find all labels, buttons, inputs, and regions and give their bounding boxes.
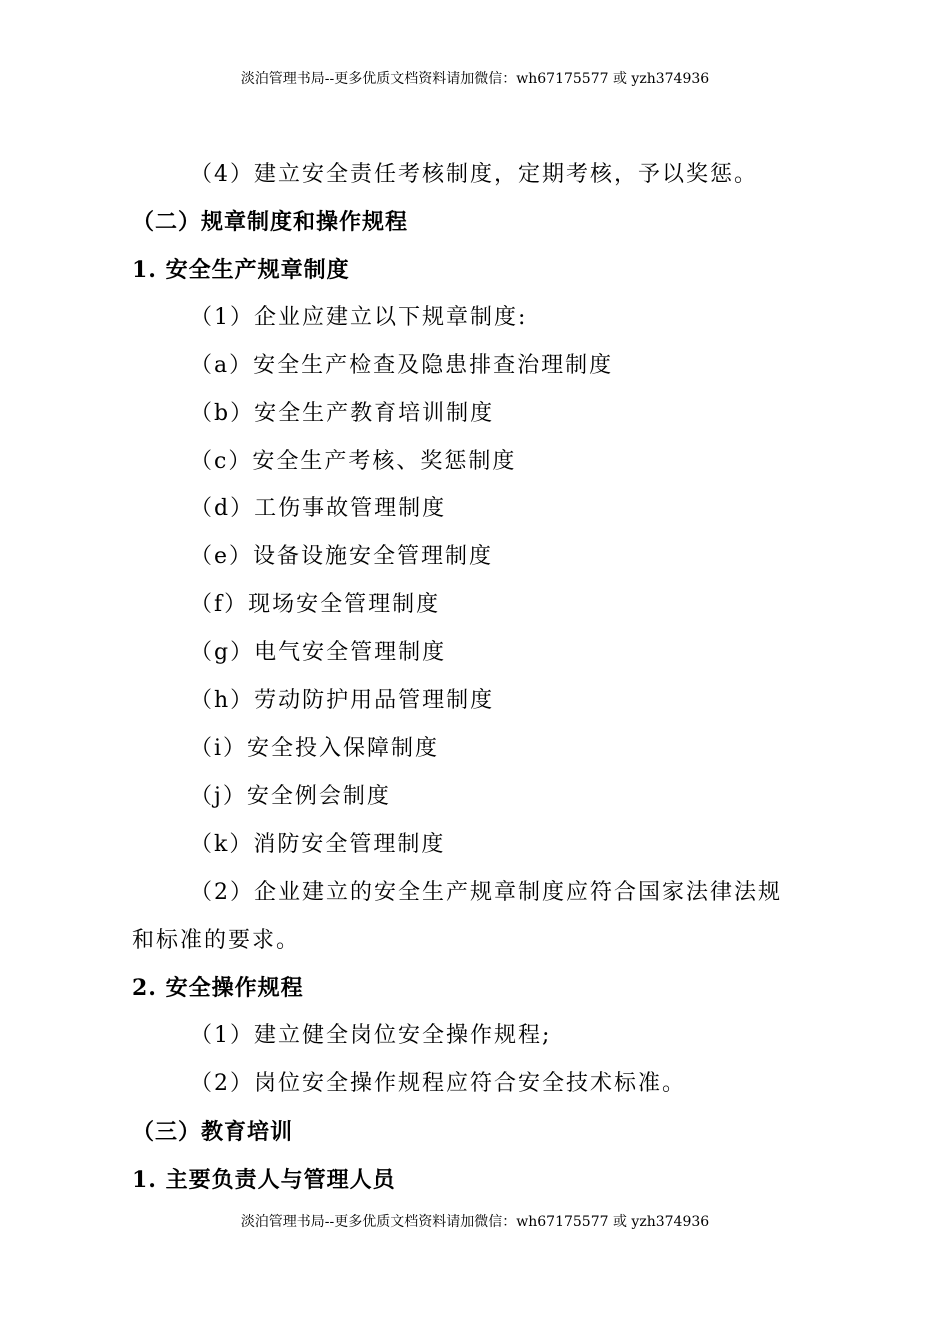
list-item: （j）安全例会制度 — [190, 784, 391, 809]
list-item: （b）安全生产教育培训制度 — [190, 401, 495, 426]
list-item: （d）工伤事故管理制度 — [190, 496, 447, 521]
list-item: （1）建立健全岗位安全操作规程; — [190, 1023, 552, 1048]
list-item: （k）消防安全管理制度 — [190, 832, 446, 857]
page-footer: 淡泊管理书局--更多优质文档资料请加微信：wh67175577 或 yzh374936 — [240, 1214, 710, 1230]
list-item: （2）岗位安全操作规程应符合安全技术标准。 — [190, 1071, 686, 1096]
paragraph: （1）企业应建立以下规章制度: — [190, 305, 528, 330]
subsection-heading: 1. 主要负责人与管理人员 — [132, 1167, 396, 1193]
subsection-heading: 1. 安全生产规章制度 — [132, 257, 350, 283]
list-item: （h）劳动防护用品管理制度 — [190, 688, 495, 713]
list-item: （i）安全投入保障制度 — [190, 736, 440, 761]
list-item: （g）电气安全管理制度 — [190, 640, 447, 665]
section-heading: （二）规章制度和操作规程 — [132, 209, 409, 235]
subsection-heading: 2. 安全操作规程 — [132, 975, 304, 1001]
paragraph: （4）建立安全责任考核制度，定期考核，予以奖惩。 — [190, 162, 758, 187]
section-heading: （三）教育培训 — [132, 1119, 294, 1145]
list-item: （a）安全生产检查及隐患排查治理制度 — [190, 353, 614, 378]
paragraph-continuation: 和标准的要求。 — [132, 928, 301, 953]
page-header: 淡泊管理书局--更多优质文档资料请加微信：wh67175577 或 yzh374936 — [240, 71, 710, 87]
list-item: （e）设备设施安全管理制度 — [190, 544, 494, 569]
paragraph: （2）企业建立的安全生产规章制度应符合国家法律法规 — [190, 880, 782, 905]
list-item: （c）安全生产考核、奖惩制度 — [190, 449, 517, 474]
list-item: （f）现场安全管理制度 — [190, 592, 441, 617]
